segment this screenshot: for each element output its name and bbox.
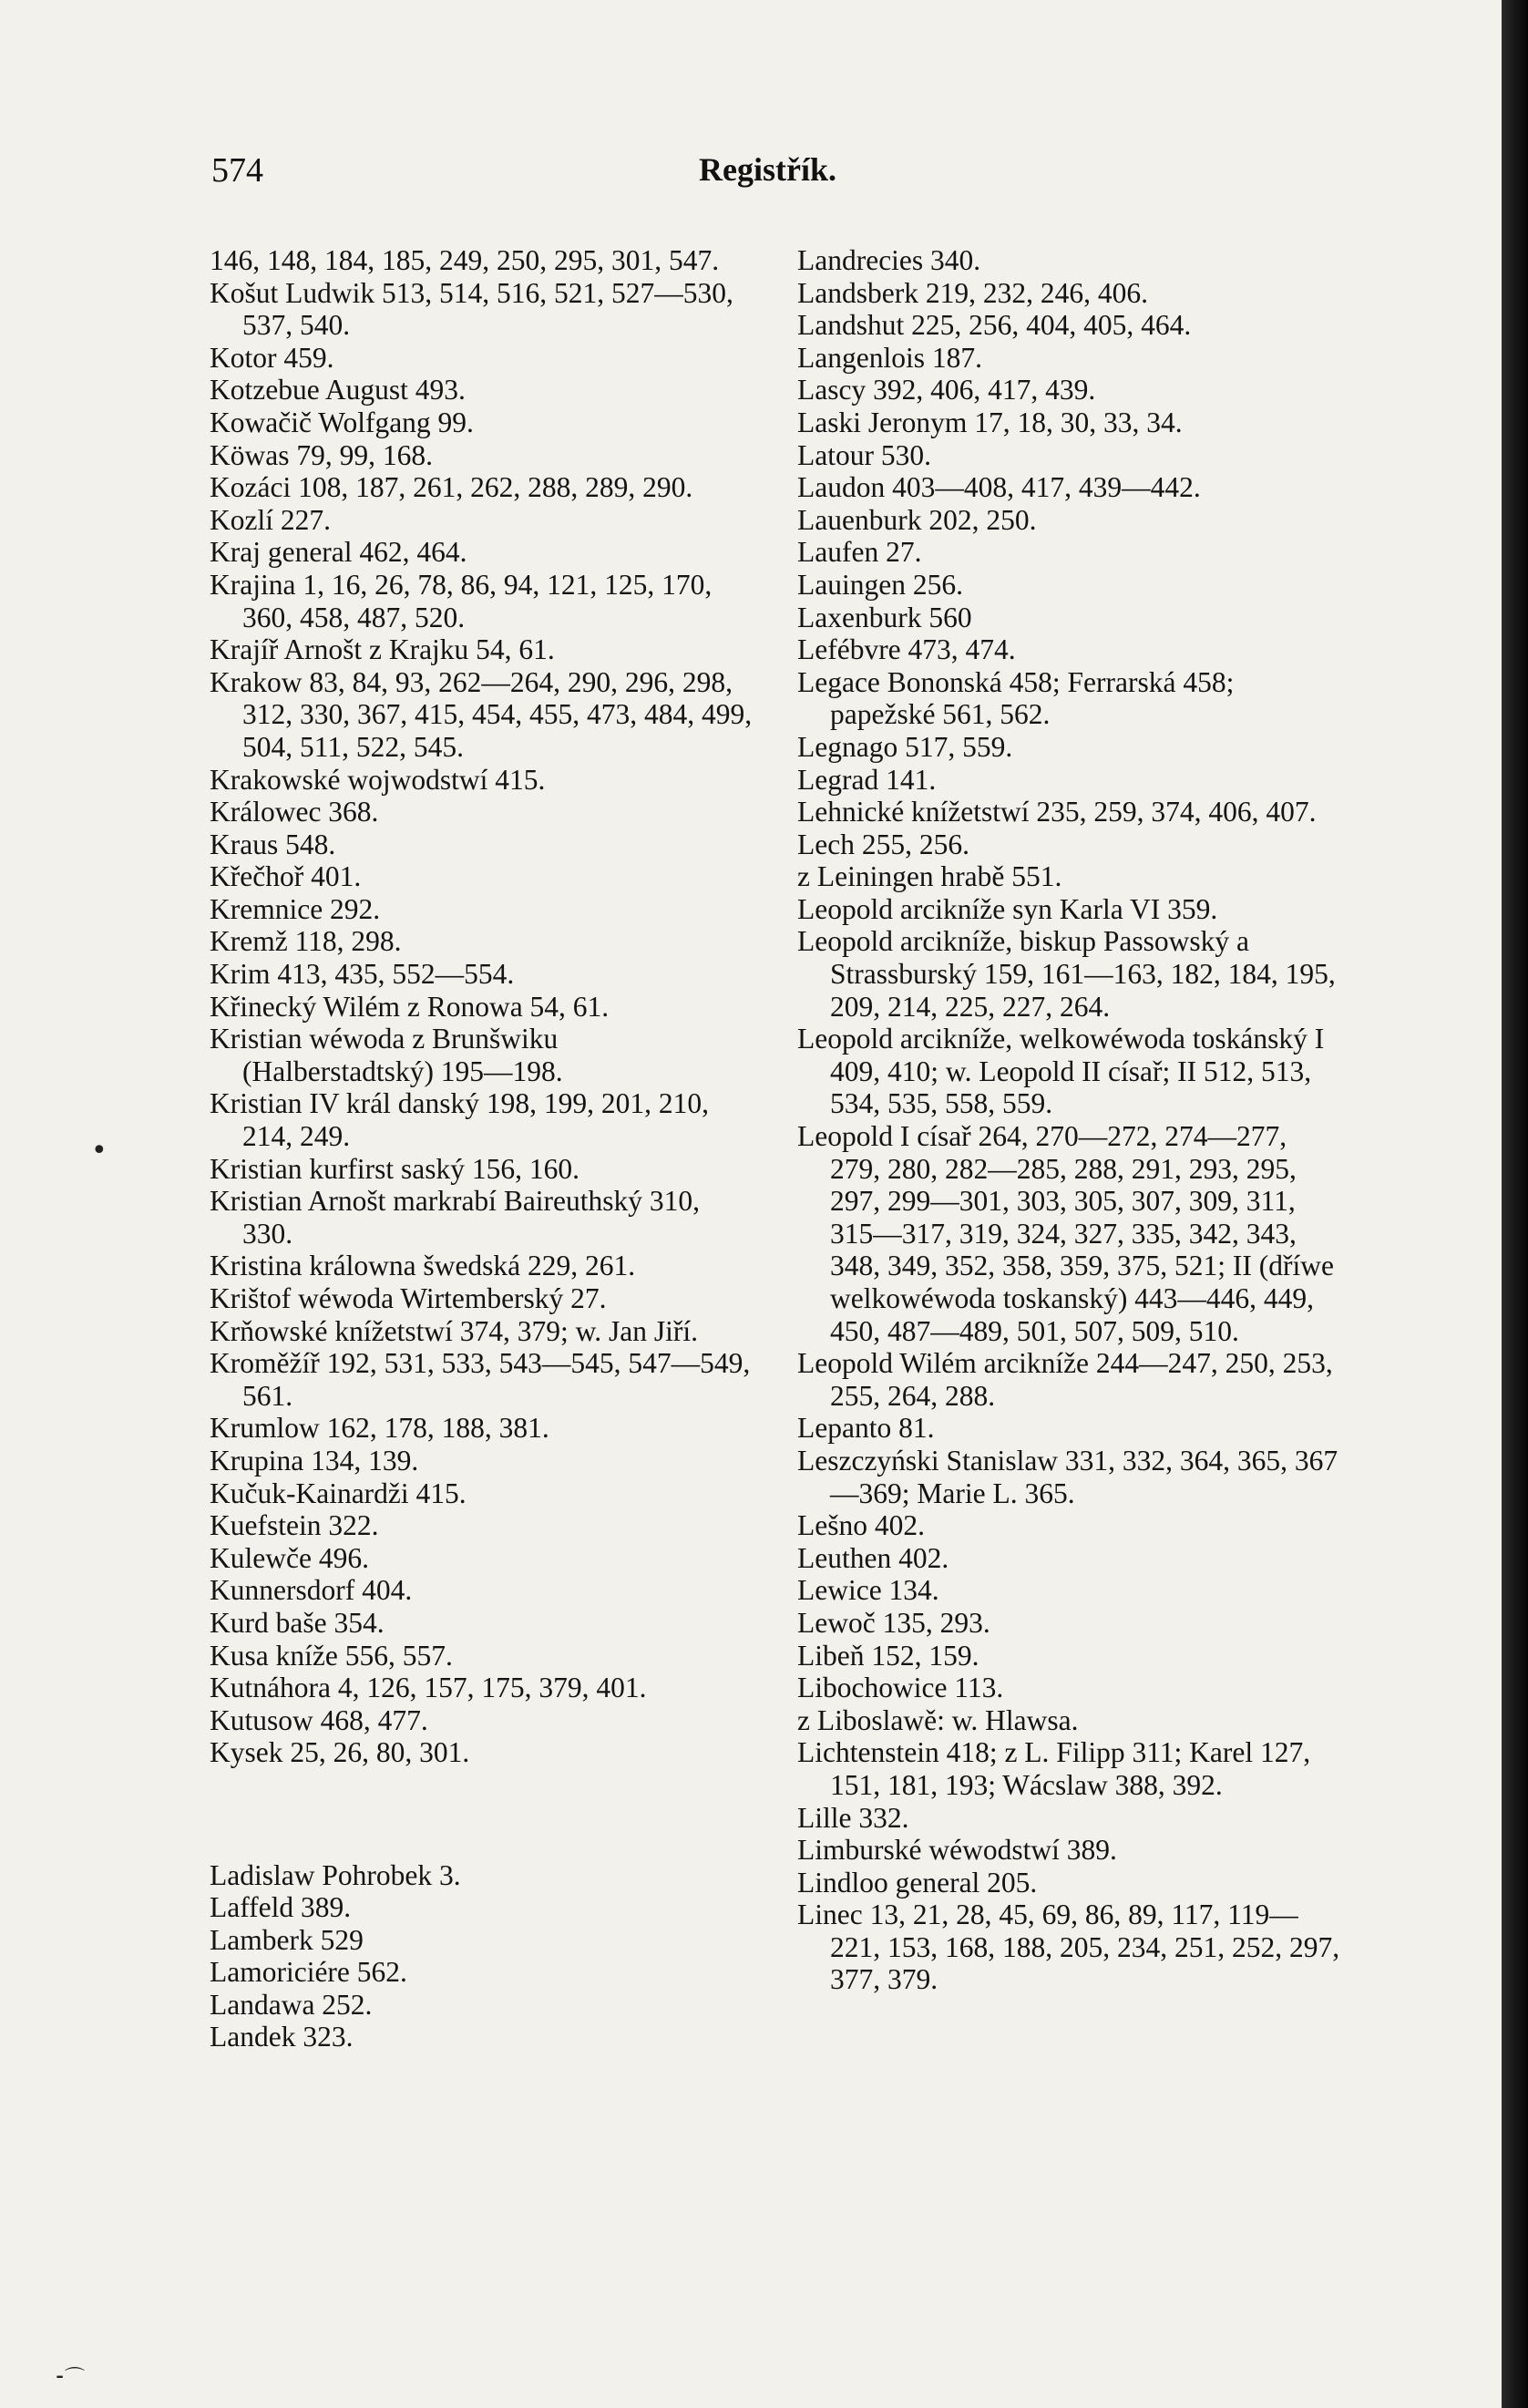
index-entry: Křečhoř 401.: [210, 860, 362, 893]
index-entry: z Leiningen hrabě 551.: [797, 860, 1062, 893]
index-entry: Landawa 252.: [210, 1988, 373, 2021]
index-entry: Krištof wéwoda Wirtemberský 27.: [210, 1282, 607, 1314]
index-entry: Kristian wéwoda z Brunšwiku (Halberstadtský) 195—198.: [210, 1023, 563, 1087]
index-entry: Libeň 152, 159.: [797, 1639, 979, 1672]
index-entry: Košut Ludwik 513, 514, 516, 521, 527—530, 537, 540.: [210, 276, 733, 342]
index-entry: Lepanto 81.: [797, 1412, 935, 1445]
index-entry: Králowec 368.: [210, 796, 379, 828]
index-entry: z Liboslawě: w. Hlawsa.: [797, 1703, 1079, 1736]
index-entry: Kutnáhora 4, 126, 157, 175, 379, 401.: [210, 1672, 647, 1704]
index-entry: Kutusow 468, 477.: [210, 1703, 428, 1736]
index-entry: Lille 332.: [797, 1801, 909, 1834]
index-entry: Kotor 459.: [210, 341, 334, 374]
index-entry: Libochowice 113.: [797, 1672, 1004, 1704]
index-entry: Kozlí 227.: [210, 503, 331, 536]
index-entry: Leopold arcikníže, welkowéwoda toskánský I 409, 410; w. Leopold II císař; II 512, 513, 534, 535, 558, 559.: [797, 1023, 1325, 1120]
index-entry: Lefébvre 473, 474.: [797, 633, 1016, 666]
index-column-right: [797, 244, 1344, 1996]
page-number: 574: [211, 151, 263, 190]
margin-speck: •: [91, 1135, 108, 1167]
index-entry: Kremnice 292.: [210, 892, 381, 925]
index-entry: Kristian IV král danský 198, 199, 201, 210, 214, 249.: [210, 1087, 709, 1153]
corner-mark: ⁃⌒: [55, 2367, 86, 2390]
index-entry: Krňowské knížetstwí 374, 379; w. Jan Jiří.: [210, 1314, 699, 1347]
index-entry: Krajíř Arnošt z Krajku 54, 61.: [210, 633, 555, 666]
index-entry: Lascy 392, 406, 417, 439.: [797, 374, 1096, 406]
index-column-left: [210, 244, 756, 2053]
index-entry: 146, 148, 184, 185, 249, 250, 295, 301, 547.: [210, 244, 720, 276]
index-entry: Kučuk-Kainardži 415.: [210, 1477, 467, 1509]
index-entry: Krumlow 162, 178, 188, 381.: [210, 1412, 549, 1445]
index-entry: Limburské wéwodstwí 389.: [797, 1834, 1117, 1867]
index-entry: Legrad 141.: [797, 763, 937, 796]
index-entry: Kotzebue August 493.: [210, 374, 466, 406]
index-entry: Křinecký Wilém z Ronowa 54, 61.: [210, 990, 610, 1023]
index-entry: Legnago 517, 559.: [797, 730, 1013, 763]
index-entry: Krakowské wojwodstwí 415.: [210, 763, 546, 796]
index-entry: Kurd baše 354.: [210, 1606, 385, 1639]
index-entry: Laski Jeronym 17, 18, 30, 33, 34.: [797, 406, 1183, 438]
index-entry: Krajina 1, 16, 26, 78, 86, 94, 121, 125, 170, 360, 458, 487, 520.: [210, 568, 713, 633]
index-entry: Krakow 83, 84, 93, 262—264, 290, 296, 298, 312, 330, 367, 415, 454, 455, 473, 484, 499, 504, 511, 522, 545.: [210, 665, 753, 763]
index-entry: Landshut 225, 256, 404, 405, 464.: [797, 309, 1192, 342]
index-entry: Lamberk 529: [210, 1923, 364, 1956]
index-entry: Kristina králowna šwedská 229, 261.: [210, 1250, 636, 1282]
index-entry: Laxenburk 560: [797, 601, 972, 633]
index-entry: Leopold arcikníže syn Karla VI 359.: [797, 892, 1218, 925]
index-entry: Leszczyński Stanislaw 331, 332, 364, 365, 367—369; Marie L. 365.: [797, 1444, 1338, 1509]
index-entry: Kowačič Wolfgang 99.: [210, 406, 474, 438]
index-entry: Leuthen 402.: [797, 1541, 949, 1574]
index-entry: Lehnické knížetstwí 235, 259, 374, 406, 407.: [797, 796, 1317, 828]
index-entry: Kraj general 462, 464.: [210, 536, 467, 569]
index-entry: Leopold arcikníže, biskup Passowský a Strassburský 159, 161—163, 182, 184, 195, 209, 214, 225, 227, 264.: [797, 925, 1336, 1023]
index-entry: Ladislaw Pohrobek 3.: [210, 1858, 461, 1891]
index-entry: Leopold I císař 264, 270—272, 274—277, 279, 280, 282—285, 288, 291, 293, 295, 297, 299—301, 303, 305, 307, 309, 311, 315—317, 319, 324, 327, 335, 342, 343, 348, 349, 352, 358, 359, 375, 521; II (dříwe welkowéwoda toskanský) 443—446, 449, 450, 487—489, 501, 507, 509, 510.: [797, 1120, 1334, 1347]
index-entry: Landrecies 340.: [797, 244, 981, 276]
index-entry: Landsberk 219, 232, 246, 406.: [797, 276, 1148, 309]
index-entry: Krupina 134, 139.: [210, 1444, 419, 1477]
index-entry: Langenlois 187.: [797, 341, 982, 374]
section-gap: [210, 1797, 756, 1830]
index-entry: Lauenburk 202, 250.: [797, 503, 1037, 536]
index-entry: Kulewče 496.: [210, 1541, 369, 1574]
index-entry: Kraus 548.: [210, 828, 336, 860]
page-header: [211, 150, 1396, 196]
index-entry: Köwas 79, 99, 168.: [210, 438, 433, 471]
index-entry: Krim 413, 435, 552—554.: [210, 958, 515, 991]
index-entry: Kozáci 108, 187, 261, 262, 288, 289, 290.: [210, 471, 693, 504]
index-entry: Kremž 118, 298.: [210, 925, 402, 958]
index-entry: Lauingen 256.: [797, 568, 963, 601]
index-entry: Kysek 25, 26, 80, 301.: [210, 1736, 470, 1769]
index-entry: Lech 255, 256.: [797, 828, 969, 860]
index-entry: Landek 323.: [210, 2021, 354, 2053]
index-entry: Lamoriciére 562.: [210, 1956, 407, 1989]
index-entry: Linec 13, 21, 28, 45, 69, 86, 89, 117, 119—221, 153, 168, 188, 205, 234, 251, 252, 297, 377, 379.: [797, 1899, 1340, 1996]
index-entry: Leopold Wilém arcikníže 244—247, 250, 253, 255, 264, 288.: [797, 1347, 1333, 1412]
index-entry: Laudon 403—408, 417, 439—442.: [797, 471, 1201, 504]
index-entry: Laffeld 389.: [210, 1891, 352, 1924]
index-entry: Lešno 402.: [797, 1509, 925, 1542]
index-entry: Latour 530.: [797, 438, 931, 471]
scan-edge: [1502, 0, 1528, 2408]
index-entry: Legace Bononská 458; Ferrarská 458; papežské 561, 562.: [797, 665, 1235, 731]
index-entry: Kuefstein 322.: [210, 1509, 379, 1542]
index-entry: Lindloo general 205.: [797, 1866, 1038, 1899]
index-entry: Lewoč 135, 293.: [797, 1606, 990, 1639]
running-title: Registřík.: [699, 151, 836, 188]
index-entry: Kristian Arnošt markrabí Baireuthský 310, 330.: [210, 1185, 701, 1250]
index-entry: Lewice 134.: [797, 1574, 939, 1607]
index-entry: Kroměžíř 192, 531, 533, 543—545, 547—549, 561.: [210, 1347, 751, 1412]
index-entry: Lichtenstein 418; z L. Filipp 311; Karel 127, 151, 181, 193; Wácslaw 388, 392.: [797, 1736, 1311, 1801]
index-entry: Kristian kurfirst saský 156, 160.: [210, 1152, 579, 1185]
index-entry: Kunnersdorf 404.: [210, 1574, 413, 1607]
index-entry: Kusa kníže 556, 557.: [210, 1639, 453, 1672]
index-entry: Laufen 27.: [797, 536, 922, 569]
